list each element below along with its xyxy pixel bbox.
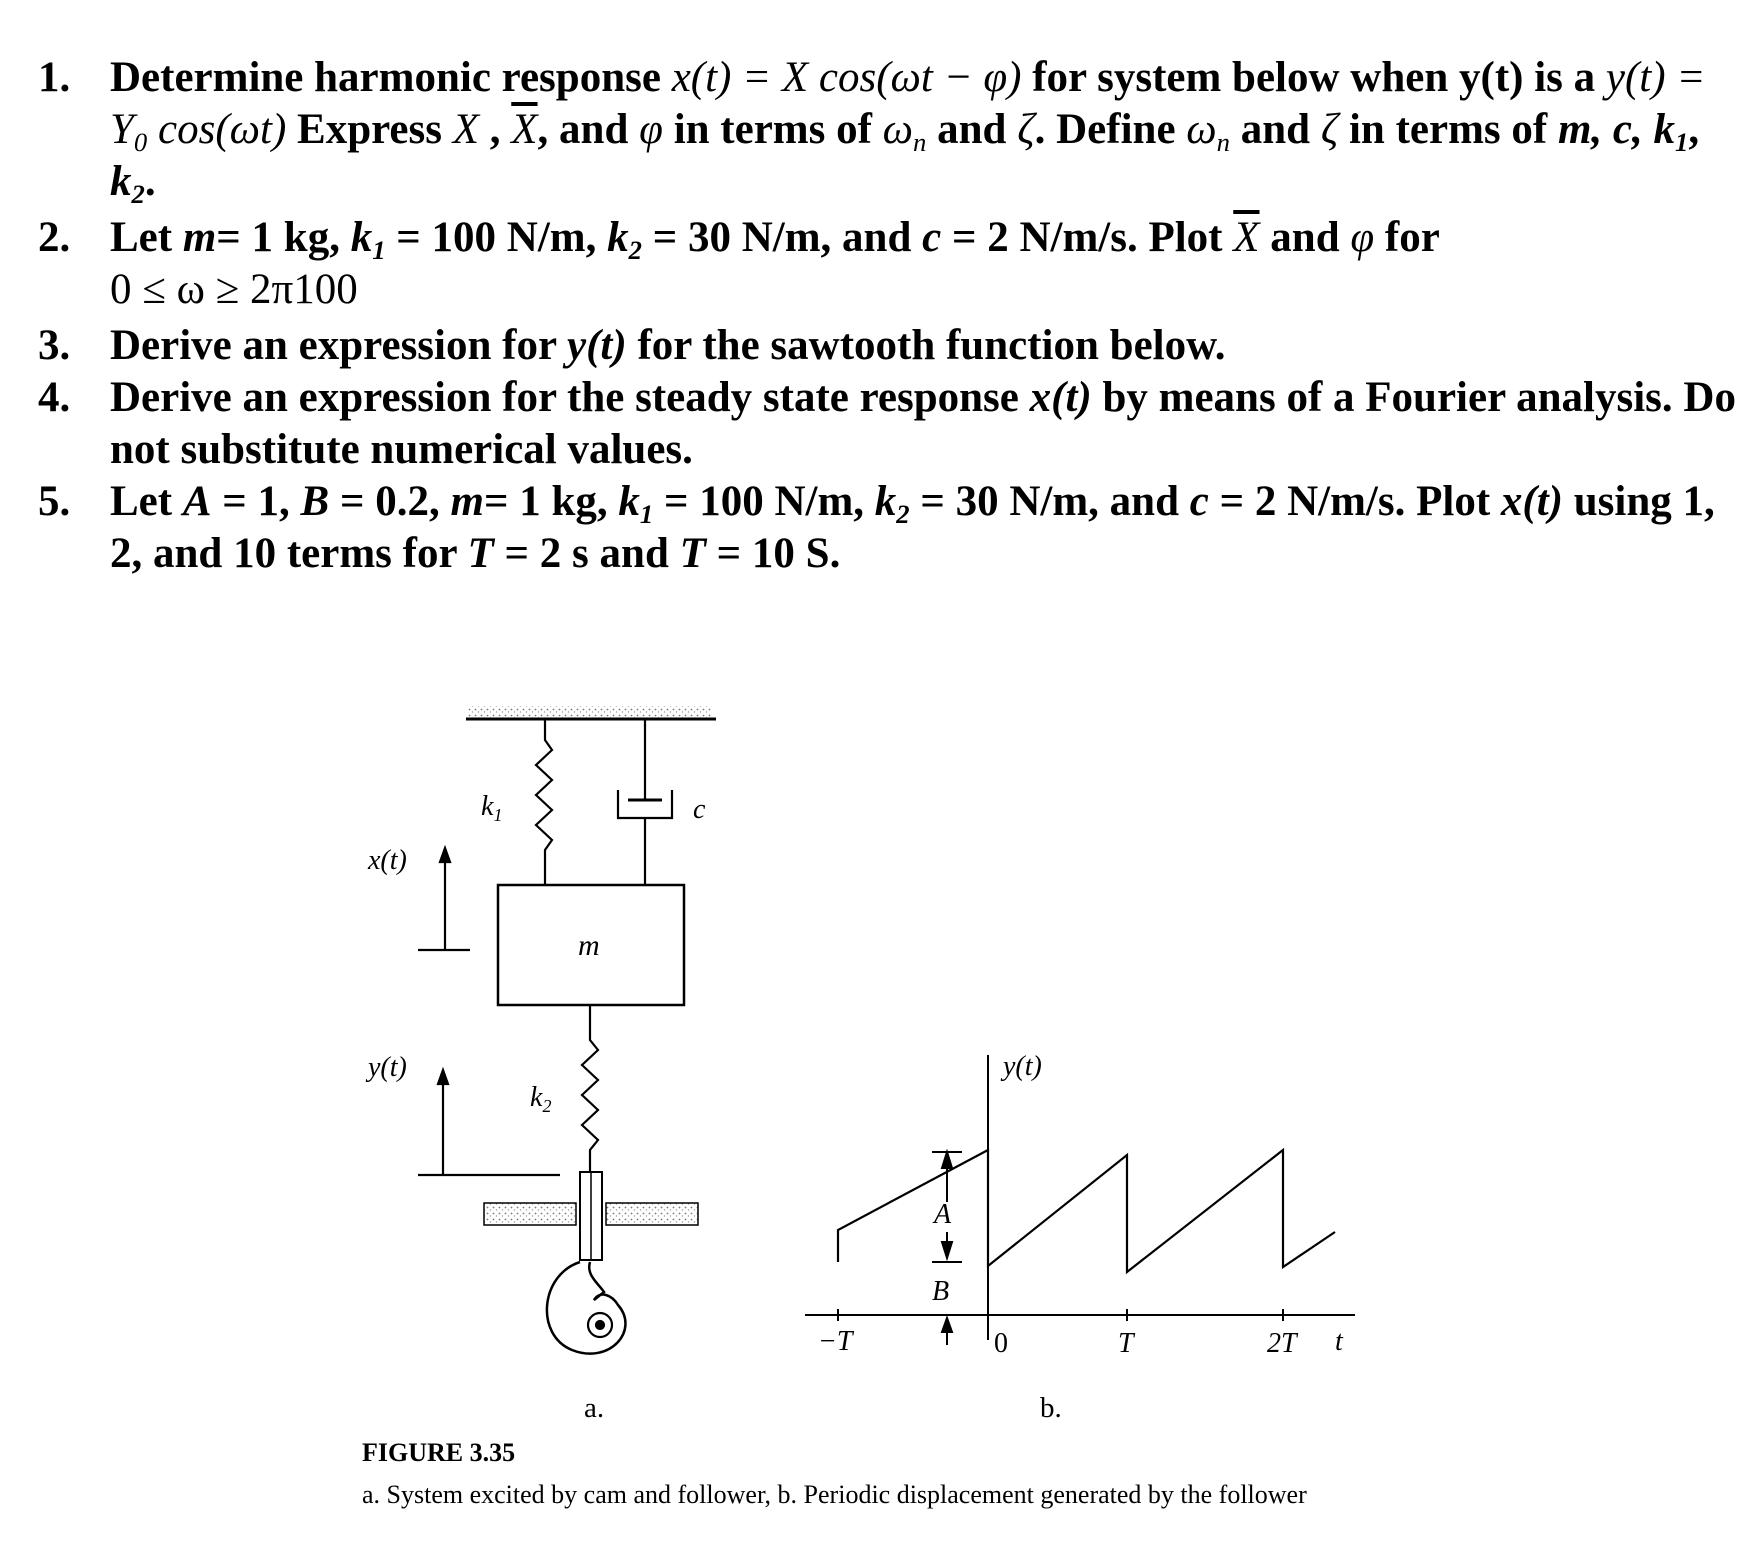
problem-text-segment: 0 ≤ ω ≥ 2π100 xyxy=(110,266,358,313)
problem-text-segment: c xyxy=(1189,478,1209,525)
problem-text-segment: cos(ωt) xyxy=(147,106,287,153)
sawtooth-plot xyxy=(805,1055,1355,1345)
label-2T: 2T xyxy=(1267,1328,1297,1359)
label-k2: $k_2$ xyxy=(530,1082,552,1116)
problem-text-segment: for the sawtooth function below. xyxy=(626,322,1226,369)
guide-right xyxy=(606,1203,698,1225)
problem-text-segment: and xyxy=(1259,214,1351,261)
plot-labels xyxy=(818,1051,1344,1359)
problem-text-segment: . Define xyxy=(1034,106,1187,153)
problem-text-segment: k xyxy=(110,158,132,205)
problem-text-segment: and xyxy=(926,106,1018,153)
problem-text-segment: n xyxy=(1216,126,1230,157)
problem-text-segment: using 1, 2, and 10 terms for xyxy=(110,478,1715,577)
problem-text-segment: k xyxy=(618,478,640,525)
subfigure-a-label: a. xyxy=(584,1392,605,1424)
problem-text-segment: , xyxy=(479,106,512,153)
problem-text-segment: 1 xyxy=(372,234,386,265)
problem-text-segment: x(t) = X cos(ωt − φ) xyxy=(671,54,1022,101)
problem-text-segment: $\overline{X}$ xyxy=(511,106,538,153)
dim-B-arrow-up xyxy=(942,1318,952,1332)
problem-text-segment: = 2 s and xyxy=(493,530,680,577)
system-labels xyxy=(365,791,706,1116)
problem-text-segment: in terms of xyxy=(1338,106,1558,153)
label-B: B xyxy=(932,1276,950,1307)
sawtooth-line xyxy=(838,1150,1335,1272)
spring-k2 xyxy=(582,1005,598,1172)
problem-text-segment: m xyxy=(182,214,217,261)
problem-text-segment: Let xyxy=(110,478,183,525)
problem-text-segment: Let xyxy=(110,214,183,261)
problem-number: 2. xyxy=(38,214,71,261)
problem-text-segment: by means of a Fourier analysis. Do not substitute numerical values. xyxy=(110,374,1736,473)
problem-text-segment: 0 xyxy=(133,126,148,157)
problem-text-segment: 2 xyxy=(896,498,910,529)
problem-text-segment: X xyxy=(452,106,480,153)
label-c: c xyxy=(693,794,706,825)
problem-text-segment: , and xyxy=(537,106,640,153)
problem-text-segment: = 10 S. xyxy=(705,530,841,577)
problem-text-segment: y(t) = Y xyxy=(110,54,1706,153)
problem-text-segment: Express xyxy=(286,106,453,153)
problem-text-segment: m, c, k xyxy=(1557,106,1676,153)
problem-text-segment: x(t) xyxy=(1029,374,1092,421)
label-zero: 0 xyxy=(994,1328,1008,1359)
problem-text-segment: ω xyxy=(882,106,914,153)
problem-text-segment: T xyxy=(467,530,494,577)
y-arrow-head xyxy=(438,1070,448,1084)
problem-text-segment: m xyxy=(450,478,484,525)
problem-text-segment: ζ xyxy=(1320,106,1339,153)
system-diagram xyxy=(418,706,716,1354)
problem-text-segment: k xyxy=(874,478,897,525)
problem-text-segment: = 30 N/m, and xyxy=(909,478,1190,525)
problem-text-segment: Determine harmonic response xyxy=(110,54,672,101)
problem-text-segment: , xyxy=(1688,106,1700,153)
problem-text-segment: in terms of xyxy=(662,106,883,153)
label-T: T xyxy=(1118,1328,1134,1359)
label-plot-yt: y(t) xyxy=(1003,1051,1042,1082)
problem-text-segment: A xyxy=(182,478,212,525)
problem-text-segment: = 1, xyxy=(211,478,301,525)
problem-number: 3. xyxy=(38,322,71,369)
cam-center xyxy=(596,1321,604,1329)
problem-text-segment: x(t) xyxy=(1500,478,1563,525)
dim-A-arrow-up xyxy=(942,1152,952,1168)
problem-text-segment: T xyxy=(679,530,706,577)
problem-text-segment: = 100 N/m, xyxy=(385,214,608,261)
problem-text-segment: ω xyxy=(1186,106,1217,153)
problem-text-segment: = 100 N/m, xyxy=(653,478,875,525)
problem-text-segment: = 30 N/m, and xyxy=(641,214,923,261)
ceiling-ground xyxy=(468,706,712,718)
problem-number: 5. xyxy=(38,478,71,525)
problem-text-segment: = 1 kg, xyxy=(483,478,619,525)
problem-text-segment: c xyxy=(922,214,942,261)
problem-text-segment: 2 xyxy=(131,178,145,209)
problem-text-segment: 1 xyxy=(1675,126,1689,157)
caption-title: FIGURE 3.35 xyxy=(362,1438,516,1467)
problem-number: 4. xyxy=(38,374,71,421)
problem-text-segment: = 2 N/m/s. Plot xyxy=(1208,478,1501,525)
problem-text-segment: = 1 kg, xyxy=(216,214,351,261)
problem-text-segment: = 0.2, xyxy=(329,478,451,525)
problem-text-segment: φ xyxy=(639,106,663,153)
problem-text-segment: for system below when y(t) is a xyxy=(1021,54,1606,101)
problem-text-segment: = 2 N/m/s. Plot xyxy=(941,214,1234,261)
problem-text-segment: for xyxy=(1374,214,1440,261)
problem-text-segment: Derive an expression for the steady state response xyxy=(110,374,1030,421)
problem-text-segment: k xyxy=(350,214,373,261)
problem-number: 1. xyxy=(38,54,71,101)
problem-text-segment: ζ xyxy=(1017,106,1035,153)
problem-text-segment: n xyxy=(913,126,927,157)
problem-text-segment: 1 xyxy=(639,498,654,529)
spring-k1 xyxy=(536,719,552,885)
label-k1: $k_1$ xyxy=(481,791,503,825)
label-xt: x(t) xyxy=(368,845,407,876)
label-t: t xyxy=(1335,1326,1343,1357)
label-neg-T: −T xyxy=(818,1326,853,1357)
label-yt: y(t) xyxy=(368,1052,407,1083)
subfigure-b-label: b. xyxy=(1040,1392,1062,1424)
problem-text-segment: . xyxy=(144,158,156,205)
cam xyxy=(547,1262,626,1354)
label-A: A xyxy=(934,1199,952,1230)
problem-text-segment: B xyxy=(300,478,330,525)
caption-text: a. System excited by cam and follower, b. Periodic displacement generated by the follower xyxy=(362,1480,1307,1509)
label-m: m xyxy=(578,929,600,962)
problem-text-segment: y(t) xyxy=(567,322,627,369)
guide-left xyxy=(484,1203,576,1225)
x-arrow-head xyxy=(440,848,450,862)
figure-caption xyxy=(362,1438,1342,1513)
problem-text-segment: φ xyxy=(1350,214,1375,261)
problem-text-segment: Derive an expression for xyxy=(110,322,568,369)
problem-text-segment: k xyxy=(607,214,629,261)
problem-text-segment: and xyxy=(1229,106,1321,153)
problem-text-segment: $\overline{X}$ xyxy=(1233,214,1260,261)
problem-text-segment: 2 xyxy=(628,234,642,265)
